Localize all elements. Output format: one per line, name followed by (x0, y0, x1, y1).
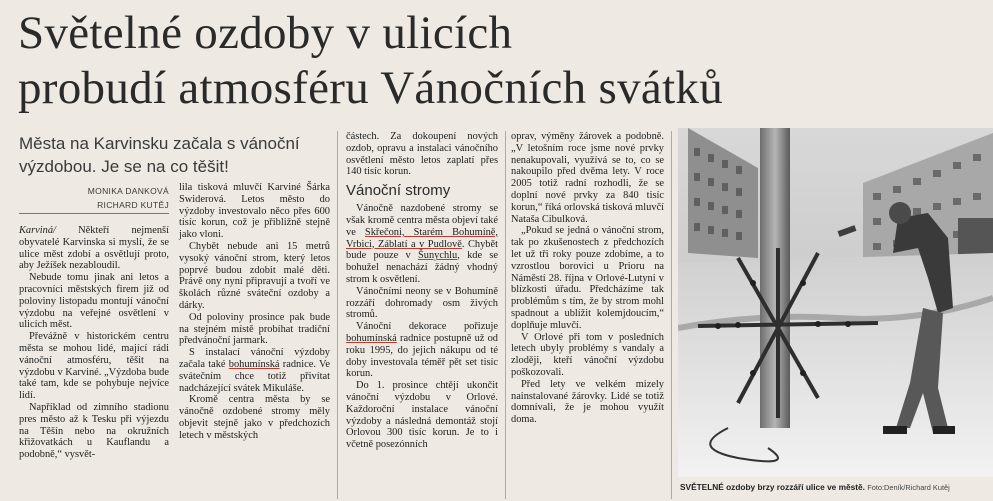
article-column-4 (511, 131, 664, 426)
dateline: Karviná/ (19, 225, 56, 236)
paragraph: lila tisková mluvčí Karviné Šárka Swiderová. Letos město do výzdoby investovalo něco přes 600 tisíc korun, což je přibližně stejně jako vloni. (179, 182, 330, 241)
column-divider (671, 131, 672, 499)
headline-line-2: probudí atmosféru Vánočních svátků (18, 62, 724, 114)
caption-text: SVĚTELNÉ ozdoby brzy rozzáří ulice ve městě. (680, 482, 865, 492)
photo-street-workers (678, 128, 993, 477)
paragraph: Nebude tomu jinak ani letos a pracovníci městských firem již od poloviny listopadu montují vánoční výzdobu na veřejné osvětlení v ulicích měst. (19, 272, 169, 331)
paragraph: částech. Za dokoupení nových ozdob, opravu a instalaci vánočního osvětlení město letos zaplatí přes 140 tisíc korun. (346, 131, 498, 178)
photo-caption (680, 482, 990, 493)
paragraph: Karviná/ Někteří nejmenší obyvatelé Karvinska si myslí, že se ulice měst zdobí a osvětlují proto, aby Ježíšek nezabloudil. (19, 225, 169, 272)
article-column-2 (179, 182, 330, 442)
author-name: RICHARD KUTĚJ (97, 200, 169, 210)
photo-credit: Foto:Deník/Richard Kutěj (867, 483, 950, 492)
paragraph: „Pokud se jedná o vánoční strom, tak po zkušenostech z předchozích let už tři roky pouze zdobíme, a to vzrostlou borovici u Prioru na Náměstí 28. října v Orlové-Lutyni v blízkosti úřadu. Předcházíme tak problémům s tím, že by strom mohl spadnout a ublížit kolemjdoucím,“ doplňuje mluvčí. (511, 225, 664, 331)
paragraph: Vánočními neony se v Bohumíně rozzáří dohromady osm živých stromů. (346, 285, 498, 321)
paragraph: Vánočně nazdobené stromy se však kromě centra města objeví také ve Skřečoni, Starém Bohumíně, Vrbici, Záblatí a v Pudlově. Chybět bude pouze v Šunychlu, kde se bohužel nenachází žádný vhodný strom k osvětlení. (346, 203, 499, 285)
paragraph: Do 1. prosince chtějí ukončit vánoční výzdobu v Orlové. Každoroční instalace vánoční výzdoby a následná demontáž stojí Orlovou 300 tisíc korun. Je to i včetně posezónních (346, 380, 498, 451)
subheadline: Města na Karvinsku začala s vánoční výzdobou. Je se na co těšit! (19, 134, 300, 176)
highlighted-term: bohumínská (346, 332, 397, 344)
author-byline (19, 184, 169, 212)
paragraph: V Orlové při tom v posledních letech ubyly problémy s vandaly a zloději, kteří vánoční výzdobu poškozovali. (511, 331, 664, 378)
paragraph: Před lety ve velkém mizely nainstalované žárovky. Lidé se totiž domnívali, že je mohou využít doma. (511, 378, 664, 426)
paragraph: Od poloviny prosince pak bude na stejném místě probíhat tradiční předvánoční jarmark. (179, 311, 330, 347)
headline-line-1: Světelné ozdoby v ulicích (18, 7, 513, 59)
paragraph: Vánoční dekorace pořizuje bohumínská radnice postupně už od roku 1995, do jejich nákupu od té doby investovala téměř pět set tisíc korun. (346, 321, 498, 380)
headline (18, 6, 978, 116)
author-name: MONIKA DANKOVÁ (87, 186, 169, 196)
column-divider (505, 131, 506, 499)
article-column-1 (19, 225, 169, 461)
column-divider (337, 131, 338, 499)
paragraph: Kromě centra města by se vánočně ozdobené stromy měly objevit stejně jako v předchozích letech v městských (179, 394, 330, 441)
paragraph: S instalací vánoční výzdoby začala také bohumínská radnice. Ve svátečním chce totiž přivítat nadcházející svátek Mikuláše. (179, 347, 330, 394)
highlighted-term: bohumínská (228, 358, 280, 370)
byline-divider (19, 213, 169, 214)
article-column-3 (346, 131, 498, 451)
highlighted-term: Skřečoni, Starém Bohumíně, Vrbici, Záblatí a v Pudlově (346, 226, 498, 250)
section-heading: Vánoční stromy (346, 182, 451, 200)
highlighted-term: Šunychlu (417, 250, 458, 262)
paragraph: Například od zimního stadionu pres město až k Tesku při výjezdu na Těšín nebo na okružních křižovatkách u Kauflandu a podobně,“ vysvět- (19, 401, 169, 461)
paragraph: Převážně v historickém centru města se mohou lidé, mající rádi vánoční atmosféru, těšit na výzdobu v Karviné. „Výzdoba bude také tam, kde se pohybuje nejvíce lidí. (19, 331, 169, 402)
article-photo (678, 128, 993, 477)
paragraph: oprav, výměny žárovek a podobně. „V letošním roce jsme nové prvky nenakupovali, využívá se to, co se nakoupilo před dvěma lety. V roce 2005 totiž radní rozhodli, že se doplní nové prvky za 840 tisíc korun,“ říká orlovská tisková mluvčí Nataša Cibulková. (511, 131, 664, 225)
paragraph: Chybět nebude ani 15 metrů vysoký vánoční strom, který letos poprvé budou zdobit malé děti. Právě ony nyní připravují a tvoří ve školách různé sváteční ozdoby a dárky. (179, 240, 330, 311)
